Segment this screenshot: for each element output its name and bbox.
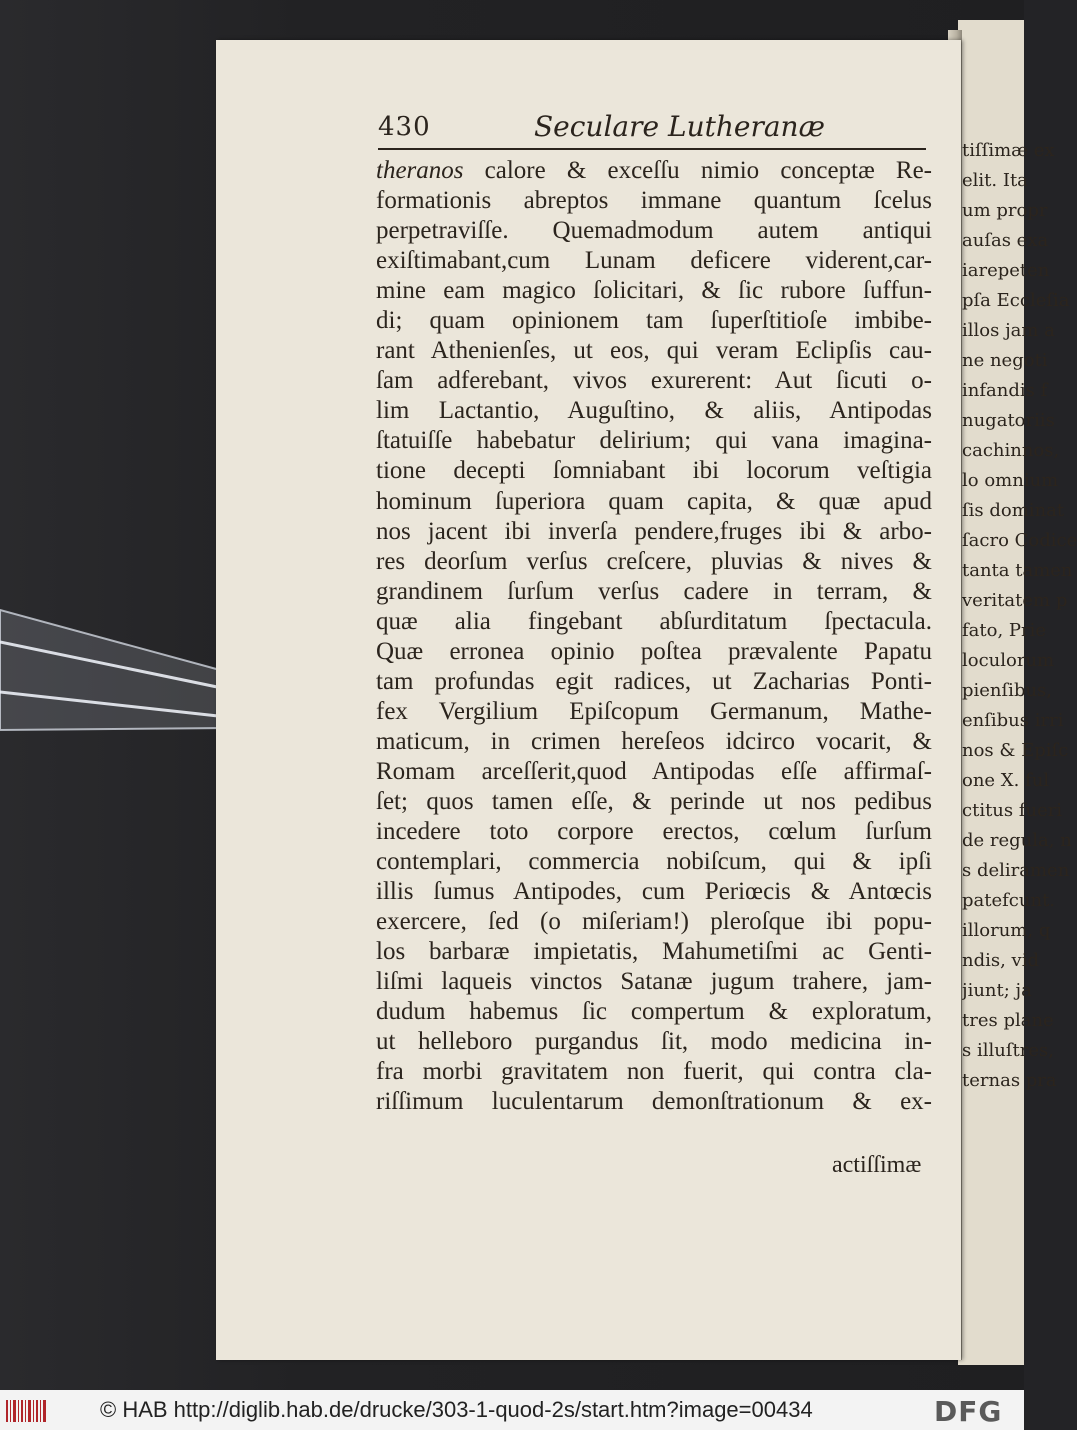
text-line-content: Quæ erronea opinio poſtea prævalente Papatu bbox=[376, 637, 932, 665]
text-line-content: exiſtimabant,cum Lunam deficere viderent,car- bbox=[376, 247, 932, 275]
text-line-content: calore & exceſſu nimio conceptæ Re- bbox=[463, 157, 932, 184]
body-text bbox=[376, 156, 932, 1118]
footer-bar bbox=[0, 1390, 1024, 1430]
facing-page-line: pienſibus, bbox=[962, 680, 1053, 701]
facing-page-line: s deliramen bbox=[962, 860, 1070, 881]
text-line bbox=[376, 607, 932, 637]
facing-page-line: tiſſimæ ex bbox=[962, 140, 1055, 161]
text-line bbox=[376, 186, 932, 216]
text-line bbox=[376, 847, 932, 877]
text-line-content: riſſimum luculentarum demonſtrationum & ex- bbox=[376, 1088, 932, 1116]
facing-page-line: s illuſtres, bbox=[962, 1040, 1054, 1061]
text-line bbox=[376, 1057, 932, 1087]
text-line-italic: theranos bbox=[376, 157, 464, 184]
text-line-content: res deorſum verſus creſcere, pluvias & nives & bbox=[376, 547, 932, 575]
facing-page-line: ternas pra bbox=[962, 1070, 1057, 1091]
text-line-content: di; quam opinionem tam ſuperſtitioſe imbibe- bbox=[376, 307, 932, 335]
facing-page-line: auſas exa bbox=[962, 230, 1049, 251]
text-line bbox=[376, 1027, 932, 1057]
text-line-content: lim Lactantio, Auguſtino, & aliis, Antipodas bbox=[376, 397, 932, 425]
facing-page bbox=[958, 20, 1077, 1365]
text-line bbox=[376, 967, 932, 997]
text-line bbox=[376, 997, 932, 1027]
text-line-content: liſmi laqueis vinctos Satanæ jugum trahere, jam- bbox=[376, 968, 932, 996]
facing-page-line: nugatoriis bbox=[962, 410, 1055, 431]
copyright-url[interactable]: © HAB http://diglib.hab.de/drucke/303-1-quod-2s/start.htm?image=00434 bbox=[100, 1397, 813, 1422]
text-line-content: dudum habemus ſic compertum & exploratum, bbox=[376, 998, 932, 1026]
facing-page-line: fato, Prie bbox=[962, 620, 1047, 641]
text-line-content: fex Vergilium Epiſcopum Germanum, Mathe- bbox=[376, 697, 932, 725]
text-line-content: rant Athenienſes, ut eos, qui veram Eclipſis cau- bbox=[376, 337, 932, 365]
facing-page-line: lo omnium bbox=[962, 470, 1059, 491]
facing-page-line: cachinnos, bbox=[962, 440, 1060, 461]
text-line bbox=[376, 787, 932, 817]
text-line bbox=[376, 517, 932, 547]
facing-page-line: iarepeten bbox=[962, 260, 1050, 281]
text-line bbox=[376, 396, 932, 426]
text-line bbox=[376, 156, 932, 186]
facing-page-line: enſibus irri bbox=[962, 710, 1064, 731]
text-line bbox=[376, 637, 932, 667]
facing-page-line: veritatem p bbox=[962, 590, 1068, 611]
text-line bbox=[376, 877, 932, 907]
text-line bbox=[376, 1087, 932, 1117]
text-line-content: perpetraviſſe. Quemadmodum autem antiqui bbox=[376, 217, 932, 245]
text-line-content: ſtatuiſſe habebatur delirium; qui vana imagina- bbox=[376, 427, 932, 455]
text-line-content: maticum, in crimen hereſeos idcirco vocarit, & bbox=[376, 727, 932, 755]
text-line-content: los barbaræ impietatis, Mahumetiſmi ac Genti- bbox=[376, 938, 932, 966]
text-line bbox=[376, 487, 932, 517]
facing-page-line: ſis dominat bbox=[962, 500, 1065, 521]
text-line-content: Romam arceſſerit,quod Antipodas eſſe affirmaſ- bbox=[376, 757, 932, 785]
text-line bbox=[376, 456, 932, 486]
text-line bbox=[376, 757, 932, 787]
text-line-content: formationis abreptos immane quantum ſcelus bbox=[376, 187, 932, 215]
text-line bbox=[376, 937, 932, 967]
text-line-content: fra morbi gravitatem non fuerit, qui contra cla- bbox=[376, 1058, 932, 1086]
facing-page-line: infandis f bbox=[962, 380, 1048, 401]
facing-page-line: illorum, q bbox=[962, 920, 1051, 941]
text-line-content: ſet; quos tamen eſſe, & perinde ut nos pedibus bbox=[376, 787, 932, 815]
text-line-content: ſam adferebant, vivos exurerent: Aut ſicuti o- bbox=[376, 367, 932, 395]
text-line bbox=[376, 246, 932, 276]
text-line-content: hominum ſuperiora quam capita, & quæ apud bbox=[376, 487, 932, 515]
text-line-content: tione decepti ſomniabant ibi locorum veſtigia bbox=[376, 457, 932, 485]
facing-page-line: tres plane bbox=[962, 1010, 1054, 1031]
running-head bbox=[378, 108, 926, 148]
page-number: 430 bbox=[378, 112, 431, 142]
text-line bbox=[376, 306, 932, 336]
text-line-content: quæ alia fingebant abſurditatum ſpectacula. bbox=[376, 607, 932, 635]
text-line bbox=[376, 426, 932, 456]
facing-page-line: ne negoti bbox=[962, 350, 1048, 371]
text-line bbox=[376, 216, 932, 246]
barcode-icon bbox=[6, 1398, 48, 1424]
facing-page-line: illos jam a bbox=[962, 320, 1055, 341]
text-line-content: contemplari, commercia nobiſcum, qui & ipſi bbox=[376, 848, 932, 876]
text-line-content: nos jacent ibi inverſa pendere,fruges ibi & arbo- bbox=[376, 517, 932, 545]
facing-page-line: nos & Epiſc bbox=[962, 740, 1069, 761]
text-line-content: illis ſumus Antipodes, cum Periœcis & Antœcis bbox=[376, 878, 932, 906]
text-line bbox=[376, 817, 932, 847]
facing-page-line: pſa Eccleſia bbox=[962, 290, 1070, 311]
facing-page-line: one X. ful bbox=[962, 770, 1050, 791]
facing-page-line: jiunt; ja bbox=[962, 980, 1032, 1001]
text-line bbox=[376, 697, 932, 727]
text-line-content: tam profundas egit radices, ut Zacharias Ponti- bbox=[376, 667, 932, 695]
head-rule bbox=[378, 148, 926, 150]
text-line-content: exercere, ſed (o miſeriam!) pleroſque ibi popu- bbox=[376, 908, 932, 936]
catchword: actiſſimæ bbox=[832, 1152, 922, 1178]
facing-page-line: ſacro Codice bbox=[962, 530, 1077, 551]
text-line bbox=[376, 667, 932, 697]
text-line bbox=[376, 577, 932, 607]
text-line-content: incedere toto corpore erectos, cœlum ſurſum bbox=[376, 818, 932, 846]
facing-page-line: elit. Ita bbox=[962, 170, 1028, 191]
dfg-logo: DFG bbox=[934, 1395, 1003, 1428]
facing-page-line: ndis, vid bbox=[962, 950, 1040, 971]
running-head-title: Seculare Lutheranæ bbox=[534, 110, 825, 143]
text-line-content: ut helleboro purgandus ſit, modo medicina in- bbox=[376, 1028, 932, 1056]
text-line bbox=[376, 366, 932, 396]
text-line bbox=[376, 276, 932, 306]
text-line-content: mine eam magico ſolicitari, & ſic rubore ſuffun- bbox=[376, 277, 932, 305]
facing-page-line: tanta tamen bbox=[962, 560, 1073, 581]
text-line bbox=[376, 336, 932, 366]
text-line bbox=[376, 907, 932, 937]
facing-page-line: patefcunt. bbox=[962, 890, 1056, 911]
text-line bbox=[376, 547, 932, 577]
text-line bbox=[376, 727, 932, 757]
facing-page-line: ctitus fueri bbox=[962, 800, 1063, 821]
text-line-content: grandinem ſurſum verſus cadere in terram, & bbox=[376, 577, 932, 605]
facing-page-line: de regula, n bbox=[962, 830, 1072, 851]
facing-page-line: loculorum bbox=[962, 650, 1055, 671]
facing-page-line: um propr bbox=[962, 200, 1048, 221]
